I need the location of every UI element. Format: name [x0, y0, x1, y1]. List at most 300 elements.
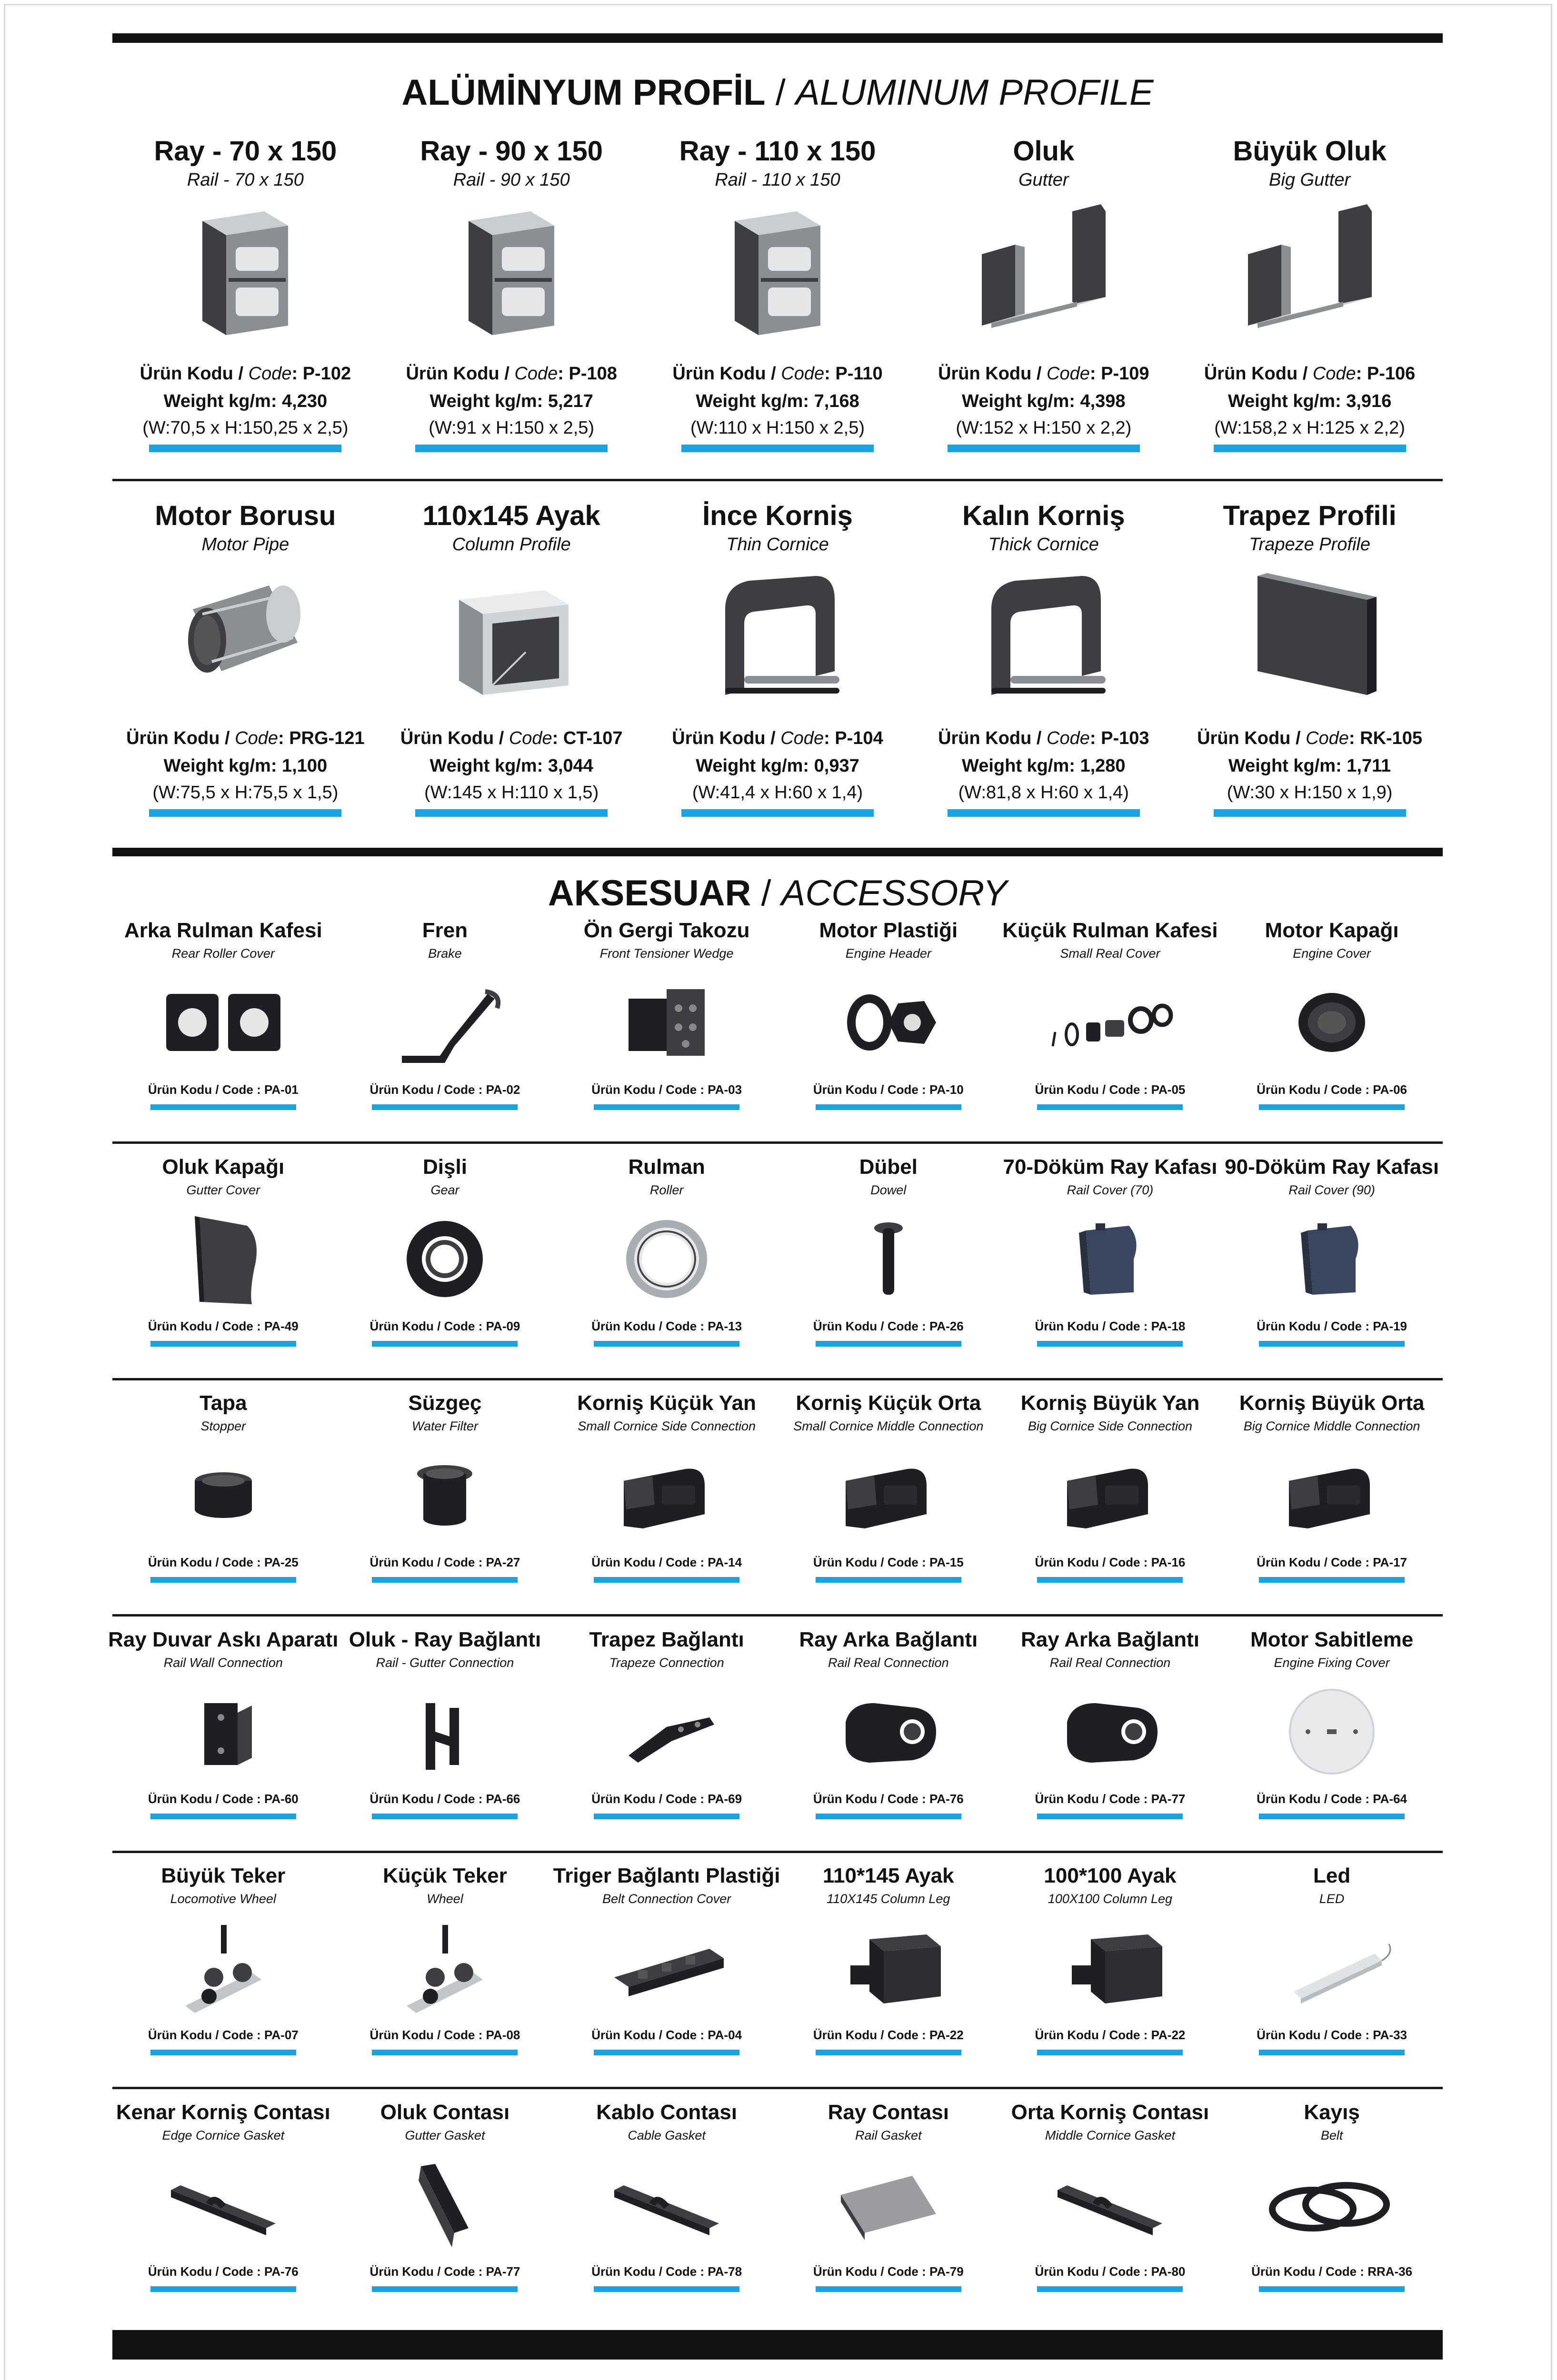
- profile-name: Ray - 70 x 150: [154, 136, 337, 167]
- accessory-code: Ürün Kodu / Code : PA-26: [813, 1319, 964, 1333]
- accessory-subtitle: LED: [1319, 1892, 1345, 1906]
- accessory-code: Ürün Kodu / Code : PA-09: [369, 1319, 520, 1333]
- accessory-name: Orta Korniş Contası: [1011, 2101, 1209, 2124]
- accent-bar: [1037, 1577, 1183, 1583]
- accessory-card: [1221, 2100, 1443, 2300]
- column-leg-icon: [817, 1920, 960, 2015]
- accessory-code: Ürün Kodu / Code : PA-22: [813, 2028, 964, 2042]
- dowel-icon: [817, 1211, 960, 1307]
- profile-name: Büyük Oluk: [1233, 136, 1387, 167]
- accent-bar: [150, 1577, 296, 1583]
- accessory-name: Fren: [422, 919, 468, 942]
- accent-bar: [415, 809, 608, 817]
- accessory-name: Kayış: [1304, 2101, 1360, 2124]
- accent-bar: [372, 1104, 518, 1110]
- stopper-icon: [152, 1448, 295, 1543]
- accessory-card: [1221, 1863, 1443, 2063]
- accessory-name: Küçük Teker: [383, 1864, 507, 1887]
- divider: [112, 479, 1443, 481]
- accessory-code: Ürün Kodu / Code : PA-27: [369, 1555, 520, 1569]
- led-strip-icon: [1260, 1920, 1403, 2015]
- accessory-card: [108, 1627, 339, 1827]
- profile-subtitle: Thin Cornice: [726, 535, 829, 555]
- accent-bar: [372, 1814, 518, 1819]
- gear-icon: [373, 1211, 516, 1307]
- accessory-card: [999, 1390, 1221, 1590]
- accent-bar: [1037, 1814, 1183, 1819]
- profile-name: Ray - 90 x 150: [420, 136, 603, 167]
- accessory-name: 90-Döküm Ray Kafası: [1225, 1155, 1439, 1179]
- accessory-subtitle: Locomotive Wheel: [170, 1892, 276, 1906]
- gasket-icon: [152, 2157, 295, 2252]
- profile-card: [1177, 135, 1443, 468]
- accessory-code: Ürün Kodu / Code : PA-06: [1257, 1082, 1407, 1097]
- accessory-subtitle: Rail Real Connection: [1049, 1656, 1171, 1670]
- product-code: Ürün Kodu / Code: P-106: [1204, 364, 1416, 384]
- accent-bar: [149, 809, 341, 817]
- accent-bar: [150, 2050, 296, 2055]
- profile-name: İnce Korniş: [702, 500, 853, 531]
- product-code: Ürün Kodu / Code: P-110: [672, 364, 883, 384]
- profile-card: [645, 135, 911, 468]
- cornice-profile-icon: [963, 566, 1125, 709]
- product-code: Ürün Kodu / Code: P-108: [406, 364, 617, 384]
- accessory-code: Ürün Kodu / Code : PA-17: [1257, 1555, 1407, 1569]
- profile-dimensions: (W:145 x H:110 x 1,5): [424, 783, 599, 803]
- accessory-subtitle: Stopper: [200, 1419, 246, 1433]
- accessory-name: Trapez Bağlantı: [589, 1628, 744, 1651]
- accessory-name: Korniş Küçük Orta: [796, 1391, 981, 1415]
- accessory-card: [778, 1390, 999, 1590]
- gutter-profile-icon: [1229, 202, 1391, 345]
- accessory-name: Oluk Contası: [380, 2101, 510, 2124]
- accent-bar: [150, 2286, 296, 2292]
- accessory-name: Ray Arka Bağlantı: [1020, 1628, 1199, 1651]
- accessory-subtitle: Cable Gasket: [628, 2128, 706, 2142]
- accessory-code: Ürün Kodu / Code : PA-49: [148, 1319, 299, 1333]
- rail-cover-icon: [1260, 1211, 1403, 1307]
- accessory-code: Ürün Kodu / Code : PA-33: [1257, 2028, 1407, 2042]
- accessory-card: [778, 918, 999, 1118]
- accessory-subtitle: Gear: [430, 1183, 459, 1197]
- top-bar: [112, 33, 1443, 43]
- accessory-subtitle: Rail Gasket: [855, 2128, 922, 2142]
- accessory-subtitle: Belt Connection Cover: [602, 1892, 731, 1906]
- profile-subtitle: Motor Pipe: [201, 535, 289, 555]
- accessory-subtitle: Belt: [1320, 2128, 1343, 2142]
- accessory-code: Ürün Kodu / Code : PA-02: [369, 1082, 520, 1097]
- accessory-name: Motor Kapağı: [1265, 919, 1399, 942]
- profile-dimensions: (W:152 x H:150 x 2,2): [956, 418, 1132, 438]
- accessory-name: Dişli: [423, 1155, 467, 1179]
- water-filter-icon: [373, 1448, 516, 1543]
- accessory-row-1: [112, 918, 1443, 1118]
- accessory-code: Ürün Kodu / Code : PA-19: [1257, 1319, 1407, 1333]
- accessory-card: [999, 1627, 1221, 1827]
- profile-dimensions: (W:81,8 x H:60 x 1,4): [958, 783, 1129, 803]
- profile-weight: Weight kg/m: 1,711: [1228, 756, 1391, 776]
- accent-bar: [816, 1577, 961, 1583]
- accessory-code: Ürün Kodu / Code : PA-05: [1035, 1082, 1186, 1097]
- section-divider-bar: [112, 848, 1443, 856]
- accent-bar: [1259, 1577, 1405, 1583]
- profile-card: [112, 500, 379, 833]
- cornice-connector-icon: [1038, 1448, 1181, 1543]
- accessory-card: [1221, 1154, 1443, 1354]
- accessory-code: Ürün Kodu / Code : PA-10: [813, 1082, 964, 1097]
- accent-bar: [1259, 2286, 1405, 2292]
- accessory-subtitle: Big Cornice Side Connection: [1028, 1419, 1193, 1433]
- accessory-name: Ray Arka Bağlantı: [799, 1628, 978, 1651]
- accessory-code: Ürün Kodu / Code : PA-69: [591, 1792, 742, 1806]
- accessory-code: Ürün Kodu / Code : PA-77: [369, 2264, 520, 2279]
- accessory-code: Ürün Kodu / Code : PA-80: [1035, 2264, 1186, 2279]
- rail-plate-icon: [1038, 1684, 1181, 1779]
- accessory-code: Ürün Kodu / Code : PA-07: [148, 2028, 299, 2042]
- cornice-connector-icon: [595, 1448, 738, 1543]
- accent-bar: [1037, 1341, 1183, 1347]
- gutter-bracket-icon: [373, 1684, 516, 1779]
- accessory-subtitle: Gutter Cover: [186, 1183, 260, 1197]
- rail-cover-icon: [1038, 1211, 1181, 1307]
- accessory-subtitle: Front Tensioner Wedge: [599, 946, 734, 961]
- accessory-name: Ön Gergi Takozu: [583, 919, 750, 942]
- profile-subtitle: Gutter: [1018, 170, 1069, 190]
- accessory-title-tr: AKSESUAR: [548, 873, 751, 913]
- accessory-card: [556, 918, 778, 1118]
- accessory-code: Ürün Kodu / Code : PA-76: [148, 2264, 299, 2279]
- profile-weight: Weight kg/m: 3,916: [1228, 391, 1392, 411]
- accessory-code: Ürün Kodu / Code : PA-22: [1035, 2028, 1186, 2042]
- accessory-subtitle: Engine Fixing Cover: [1274, 1656, 1390, 1670]
- accessory-card: [1221, 1627, 1443, 1827]
- gasket-icon: [595, 2157, 738, 2252]
- aluminum-title-tr: ALÜMİNYUM PROFİL: [401, 72, 766, 113]
- accessory-code: Ürün Kodu / Code : PA-08: [369, 2028, 520, 2042]
- profile-subtitle: Thick Cornice: [988, 535, 1099, 555]
- accessory-card: [112, 2100, 334, 2300]
- accessory-card: [1221, 918, 1443, 1118]
- profile-weight: Weight kg/m: 4,398: [962, 391, 1126, 411]
- accessory-subtitle: Small Cornice Middle Connection: [793, 1419, 984, 1433]
- accessory-card: [1221, 1390, 1443, 1590]
- profile-name: Trapez Profili: [1223, 500, 1397, 531]
- accessory-name: Motor Sabitleme: [1250, 1628, 1414, 1651]
- accessory-name: Dübel: [859, 1155, 918, 1179]
- accessory-name: Tapa: [200, 1391, 247, 1415]
- profile-dimensions: (W:91 x H:150 x 2,5): [429, 418, 595, 438]
- product-code: Ürün Kodu / Code: CT-107: [400, 728, 623, 748]
- accessory-subtitle: Rail Cover (90): [1288, 1183, 1375, 1197]
- accessory-card: [112, 1390, 334, 1590]
- accessory-card: [556, 2100, 778, 2300]
- profile-name: Ray - 110 x 150: [679, 136, 876, 167]
- accessory-card: [112, 1154, 334, 1354]
- accent-bar: [816, 2050, 961, 2055]
- column-leg-icon: [1038, 1920, 1181, 2015]
- accessory-card: [778, 1627, 999, 1827]
- product-code: Ürün Kodu / Code: P-109: [938, 364, 1149, 384]
- profile-subtitle: Rail - 90 x 150: [453, 170, 570, 190]
- trapeze-bracket-icon: [595, 1684, 738, 1779]
- accessory-card: [999, 1863, 1221, 2063]
- profile-card: [910, 500, 1177, 833]
- profile-card: [645, 500, 911, 833]
- accent-bar: [372, 1577, 518, 1583]
- profile-dimensions: (W:110 x H:150 x 2,5): [690, 418, 865, 438]
- accessory-subtitle: Engine Header: [845, 946, 931, 961]
- accessory-subtitle: Water Filter: [411, 1419, 478, 1433]
- profile-weight: Weight kg/m: 0,937: [696, 756, 859, 776]
- belt-icon: [1260, 2157, 1403, 2252]
- accessory-code: Ürün Kodu / Code : PA-13: [591, 1319, 742, 1333]
- accessory-subtitle: Brake: [428, 946, 462, 961]
- accessory-card: [556, 1154, 778, 1354]
- accessory-code: Ürün Kodu / Code : PA-66: [369, 1792, 520, 1806]
- wheel-assembly-icon: [373, 1920, 516, 2015]
- accessory-subtitle: Dowel: [870, 1183, 907, 1197]
- accessory-code: Ürün Kodu / Code : PA-79: [813, 2264, 964, 2279]
- accessory-name: Rulman: [628, 1155, 705, 1179]
- product-code: Ürün Kodu / Code: RK-105: [1197, 728, 1423, 748]
- accessory-name: 100*100 Ayak: [1044, 1864, 1177, 1887]
- product-code: Ürün Kodu / Code: PRG-121: [126, 728, 365, 748]
- accessory-name: Motor Plastiği: [819, 919, 958, 942]
- accent-bar: [948, 809, 1140, 817]
- divider: [112, 2087, 1443, 2089]
- accent-bar: [1259, 1104, 1405, 1110]
- profile-name: Kalın Korniş: [962, 500, 1125, 531]
- divider: [112, 1851, 1443, 1853]
- accent-bar: [681, 809, 874, 817]
- accessory-name: Ray Contası: [828, 2101, 949, 2124]
- accessory-subtitle: Rear Roller Cover: [171, 946, 275, 961]
- accessory-section-title: AKSESUAR / ACCESSORY: [548, 873, 1008, 913]
- accessory-code: Ürün Kodu / Code : PA-64: [1257, 1792, 1407, 1806]
- accessory-name: 70-Döküm Ray Kafası: [1003, 1155, 1218, 1179]
- profile-name: Motor Borusu: [155, 500, 336, 531]
- profile-card: [379, 500, 645, 833]
- product-code: Ürün Kodu / Code: P-103: [938, 728, 1149, 748]
- accent-bar: [149, 445, 341, 452]
- wheel-assembly-icon: [152, 1920, 295, 2015]
- accessory-subtitle: Big Cornice Middle Connection: [1243, 1419, 1420, 1433]
- accessory-name: Ray Duvar Askı Aparatı: [108, 1628, 339, 1651]
- accessory-name: Arka Rulman Kafesi: [124, 919, 322, 942]
- accent-bar: [1037, 2286, 1183, 2292]
- accessory-card: [999, 2100, 1221, 2300]
- accessory-title-en: ACCESSORY: [781, 873, 1008, 913]
- rail-profile-icon: [697, 202, 858, 345]
- belt-connector-icon: [595, 1920, 738, 2015]
- aluminum-section-title: ALÜMİNYUM PROFİL / ALUMINUM PROFILE: [401, 72, 1154, 113]
- accessory-code: Ürün Kodu / Code : PA-03: [591, 1082, 742, 1097]
- accessory-code: Ürün Kodu / Code : PA-77: [1035, 1792, 1186, 1806]
- accessory-card: [334, 1863, 556, 2063]
- roller-cage-icon: [152, 975, 295, 1070]
- accent-bar: [415, 445, 608, 452]
- profile-subtitle: Rail - 110 x 150: [715, 170, 840, 190]
- accent-bar: [1214, 445, 1406, 452]
- accessory-card: [334, 1154, 556, 1354]
- cornice-connector-icon: [817, 1448, 960, 1543]
- accessory-code: Ürün Kodu / Code : PA-01: [148, 1082, 299, 1097]
- profile-weight: Weight kg/m: 5,217: [429, 391, 593, 411]
- accessory-name: Oluk - Ray Bağlantı: [349, 1628, 541, 1651]
- accessory-row-2: [112, 1154, 1443, 1354]
- profile-subtitle: Trapeze Profile: [1249, 535, 1371, 555]
- accessory-card: [334, 1390, 556, 1590]
- accessory-card: [334, 1627, 556, 1827]
- accessory-code: Ürün Kodu / Code : PA-04: [591, 2028, 742, 2042]
- accessory-card: [778, 1154, 999, 1354]
- rail-profile-icon: [164, 202, 326, 345]
- accessory-code: Ürün Kodu / Code : PA-25: [148, 1555, 299, 1569]
- accessory-name: Oluk Kapağı: [162, 1155, 285, 1179]
- accessory-name: Triger Bağlantı Plastiği: [553, 1864, 780, 1887]
- accent-bar: [816, 1341, 961, 1347]
- accessory-subtitle: Small Cornice Side Connection: [578, 1419, 756, 1433]
- accent-bar: [1259, 1341, 1405, 1347]
- accessory-subtitle: Edge Cornice Gasket: [162, 2128, 285, 2142]
- accessory-code: Ürün Kodu / Code : PA-16: [1035, 1555, 1186, 1569]
- accent-bar: [150, 1104, 296, 1110]
- accessory-code: Ürün Kodu / Code : PA-18: [1035, 1319, 1186, 1333]
- accessory-code: Ürün Kodu / Code : PA-60: [148, 1792, 299, 1806]
- accent-bar: [1037, 2050, 1183, 2055]
- accessory-name: Kenar Korniş Contası: [116, 2101, 330, 2124]
- profile-row-1: [112, 135, 1443, 468]
- accessory-subtitle: Wheel: [427, 1892, 463, 1906]
- accessory-card: [999, 1154, 1221, 1354]
- accent-bar: [1259, 1814, 1405, 1819]
- flat-gasket-icon: [373, 2157, 516, 2252]
- accessory-name: 110*145 Ayak: [822, 1864, 954, 1887]
- accent-bar: [816, 1814, 961, 1819]
- profile-dimensions: (W:158,2 x H:125 x 2,2): [1214, 418, 1405, 438]
- accent-bar: [681, 445, 874, 452]
- accent-bar: [594, 1341, 739, 1347]
- divider: [112, 1614, 1443, 1616]
- rail-gasket-icon: [817, 2157, 960, 2252]
- profile-dimensions: (W:30 x H:150 x 1,9): [1227, 783, 1393, 803]
- accent-bar: [594, 1814, 739, 1819]
- accent-bar: [594, 1577, 739, 1583]
- divider: [112, 1141, 1443, 1144]
- engine-header-icon: [817, 975, 960, 1070]
- accent-bar: [1259, 2050, 1405, 2055]
- accent-bar: [1037, 1104, 1183, 1110]
- accessory-name: Led: [1313, 1864, 1351, 1887]
- brake-icon: [373, 975, 516, 1070]
- accent-bar: [1214, 809, 1406, 817]
- accessory-name: Korniş Büyük Yan: [1020, 1391, 1200, 1415]
- accessory-code: Ürün Kodu / Code : RRA-36: [1251, 2264, 1413, 2279]
- accessory-name: Büyük Teker: [161, 1864, 286, 1887]
- accent-bar: [816, 2286, 961, 2292]
- wedge-icon: [595, 975, 738, 1070]
- accessory-subtitle: Rail - Gutter Connection: [376, 1656, 514, 1670]
- accessory-name: Süzgeç: [408, 1391, 482, 1415]
- accessory-subtitle: Gutter Gasket: [405, 2128, 485, 2142]
- accent-bar: [372, 2286, 518, 2292]
- accessory-code: Ürün Kodu / Code : PA-14: [591, 1555, 742, 1569]
- motor-pipe-icon: [164, 566, 326, 709]
- rail-profile-icon: [430, 202, 592, 345]
- profile-name: 110x145 Ayak: [422, 500, 600, 531]
- accessory-subtitle: Trapeze Connection: [609, 1656, 724, 1670]
- bottom-bar: [112, 2330, 1443, 2360]
- accessory-code: Ürün Kodu / Code : PA-76: [813, 1792, 964, 1806]
- profile-weight: Weight kg/m: 3,044: [429, 756, 593, 776]
- accessory-subtitle: 100X100 Column Leg: [1048, 1892, 1173, 1906]
- profile-weight: Weight kg/m: 1,280: [962, 756, 1126, 776]
- accessory-card: [553, 1863, 780, 2063]
- profile-card: [379, 135, 645, 468]
- accessory-subtitle: Rail Real Connection: [828, 1656, 949, 1670]
- accessory-code: Ürün Kodu / Code : PA-78: [591, 2264, 742, 2279]
- accessory-subtitle: Roller: [649, 1183, 684, 1197]
- profile-weight: Weight kg/m: 1,100: [163, 756, 328, 776]
- divider: [112, 1378, 1443, 1380]
- accessory-name: Kablo Contası: [596, 2101, 738, 2124]
- accessory-card: [112, 1863, 334, 2063]
- accent-bar: [948, 445, 1140, 452]
- accessory-name: Küçük Rulman Kafesi: [1002, 919, 1218, 942]
- gasket-icon: [1038, 2157, 1181, 2252]
- profile-card: [1177, 500, 1443, 833]
- accessory-name: Korniş Küçük Yan: [577, 1391, 757, 1415]
- accessory-subtitle: Middle Cornice Gasket: [1045, 2128, 1176, 2142]
- accessory-subtitle: Rail Cover (70): [1067, 1183, 1154, 1197]
- profile-subtitle: Rail - 70 x 150: [187, 170, 304, 190]
- profile-card: [112, 135, 379, 468]
- small-roller-parts-icon: [1038, 975, 1181, 1070]
- profile-subtitle: Big Gutter: [1269, 170, 1351, 190]
- accessory-code: Ürün Kodu / Code : PA-15: [813, 1555, 964, 1569]
- product-code: Ürün Kodu / Code: P-104: [672, 728, 883, 748]
- accent-bar: [594, 2286, 739, 2292]
- accessory-card: [999, 918, 1221, 1118]
- accent-bar: [372, 1341, 518, 1347]
- profile-weight: Weight kg/m: 4,230: [163, 391, 328, 411]
- engine-cover-icon: [1260, 975, 1403, 1070]
- profile-card: [910, 135, 1177, 468]
- accessory-subtitle: Engine Cover: [1293, 946, 1371, 961]
- accessory-row-5: [112, 1863, 1443, 2063]
- accessory-subtitle: 110X145 Column Leg: [827, 1892, 950, 1906]
- profile-subtitle: Column Profile: [452, 535, 571, 555]
- accessory-card: [112, 918, 334, 1118]
- accent-bar: [150, 1814, 296, 1819]
- accessory-name: Korniş Büyük Orta: [1239, 1391, 1425, 1415]
- trapeze-profile-icon: [1229, 566, 1391, 709]
- gutter-profile-icon: [963, 202, 1125, 345]
- accessory-card: [778, 1863, 999, 2063]
- profile-dimensions: (W:75,5 x H:75,5 x 1,5): [152, 783, 339, 803]
- accent-bar: [816, 1104, 961, 1110]
- accessory-card: [778, 2100, 999, 2300]
- aluminum-title-en: ALUMINUM PROFILE: [795, 72, 1154, 113]
- product-code: Ürün Kodu / Code: P-102: [140, 364, 351, 384]
- accessory-card: [556, 1390, 778, 1590]
- accessory-row-4: [108, 1627, 1443, 1827]
- profile-row-2: [112, 500, 1443, 833]
- accessory-subtitle: Rail Wall Connection: [163, 1656, 283, 1670]
- accessory-row-6: [112, 2100, 1443, 2300]
- accessory-subtitle: Small Real Cover: [1060, 946, 1160, 961]
- accessory-card: [334, 918, 556, 1118]
